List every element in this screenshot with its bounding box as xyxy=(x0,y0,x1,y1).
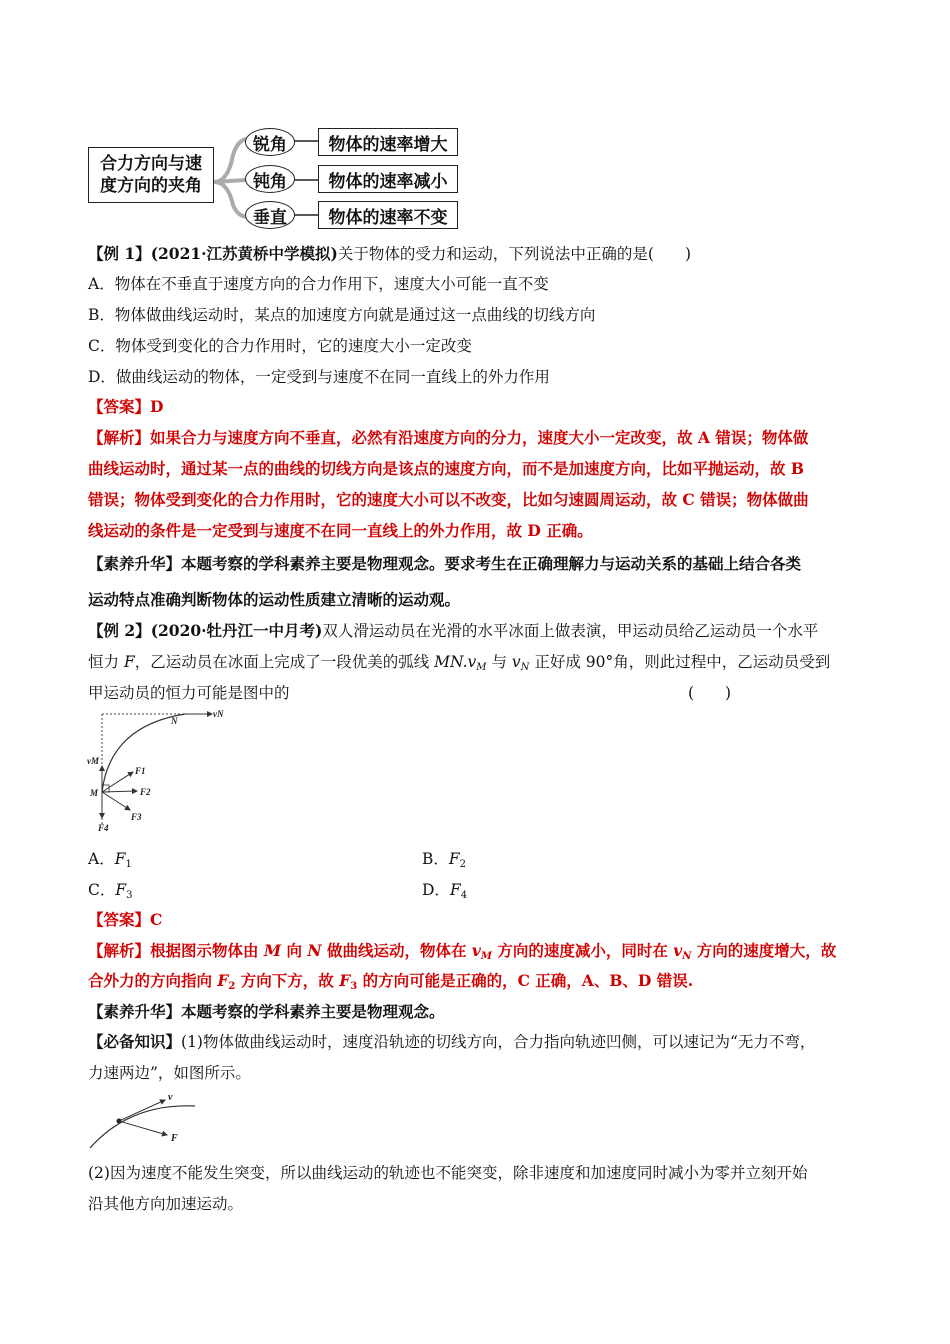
ex1-answer: 【答案】D xyxy=(88,397,164,416)
ex2-q2-v: v xyxy=(511,653,521,671)
fig-label-vM: vM xyxy=(87,756,99,766)
diagram-result-unchanged: 物体的速率不变 xyxy=(318,201,458,229)
ex2-q2-F: F xyxy=(123,653,135,671)
knowledge-line1 xyxy=(88,1031,815,1053)
fig-label-F2: F2 xyxy=(140,787,151,797)
fig-label-F4: F4 xyxy=(98,823,109,833)
ex2-a2c: 的方向可能是正确的，C 正确，A、B、D 错误. xyxy=(357,971,694,990)
ex2-option-b-letter: B． xyxy=(422,850,449,868)
ex1-analysis-line2: 曲线运动时，通过某一点的曲线的切线方向是该点的速度方向，而不是加速度方向，比如平抛运动，故 B xyxy=(88,459,805,478)
ex2-q2c: 与 xyxy=(486,653,512,671)
force-arrow xyxy=(119,1121,167,1135)
ex2-a1d: 方向的速度减小，同时在 xyxy=(491,941,674,960)
curve-path xyxy=(90,1106,195,1148)
ex2-option-d-sub: 4 xyxy=(460,890,468,901)
ex1-analysis-line1: 【解析】如果合力与速度方向不垂直，必然有沿速度方向的分力，速度大小一定改变，故 A 错误；物体做 xyxy=(88,428,809,447)
diagram-angle-obtuse: 钝角 xyxy=(245,165,295,193)
ex2-question-line1 xyxy=(88,620,818,642)
ex2-q2-M-sub: M xyxy=(476,662,487,673)
ex2-a2-F3-sub: 3 xyxy=(350,981,358,992)
ex2-option-c-sub: 3 xyxy=(126,890,133,901)
ex2-analysis-line1 xyxy=(88,940,836,968)
ex2-a2a: 合外力的方向指向 xyxy=(88,971,218,990)
velocity-arrow xyxy=(119,1100,165,1121)
ex1-option-d: D．做曲线运动的物体，一定受到与速度不在同一直线上的外力作用 xyxy=(88,368,550,386)
ex2-option-c-letter: C． xyxy=(88,881,116,899)
ex2-q2-N-sub: N xyxy=(520,662,530,673)
ex1-question xyxy=(88,243,691,265)
ex2-q2-MN: MN.v xyxy=(434,653,477,671)
ex2-a1-M: M xyxy=(263,941,282,960)
ex2-a1-v2: v xyxy=(673,941,683,960)
diagram-angle-right: 垂直 xyxy=(245,201,295,229)
ex2-q2b: ，乙运动员在冰面上完成了一段优美的弧线 xyxy=(134,653,435,671)
diagram-angle-acute: 锐角 xyxy=(245,128,295,156)
fig-label-N: N xyxy=(171,716,178,726)
knowledge-line3: (2)因为速度不能发生突变，所以曲线运动的轨迹也不能突变，除非速度和加速度同时减小为零并立刻开始 xyxy=(88,1164,808,1182)
ex2-a2-F3: F xyxy=(339,971,351,990)
ex2-option-c-sym: F xyxy=(115,881,127,899)
ex2-a1e: 方向的速度增大，故 xyxy=(691,941,837,960)
ex1-analysis-line3: 错误；物体受到变化的合力作用时，它的速度大小可以不改变，比如匀速圆周运动，故 C 错误；物体做曲 xyxy=(88,490,809,509)
ex2-option-a-letter: A． xyxy=(88,850,115,868)
ex1-option-b: B．物体做曲线运动时，某点的加速度方向就是通过这一点曲线的切线方向 xyxy=(88,306,596,324)
ex2-question-line2 xyxy=(88,651,830,679)
ex2-a2-F: F xyxy=(217,971,229,990)
ex1-option-c: C．物体受到变化的合力作用时，它的速度大小一定改变 xyxy=(88,337,472,355)
diagram-result-decrease: 物体的速率减小 xyxy=(318,165,458,193)
ex2-answer: 【答案】C xyxy=(88,910,163,929)
ex2-figure xyxy=(85,706,245,836)
ex2-a2b: 方向下方，故 xyxy=(235,971,340,990)
ex2-option-d xyxy=(422,879,467,907)
ex2-option-d-letter: D． xyxy=(422,881,450,899)
ex2-answer-blank: ( ) xyxy=(688,684,732,702)
ex2-analysis-line2 xyxy=(88,970,693,998)
ex2-tag: 【例 2】 xyxy=(88,621,151,640)
ex1-literacy-line1: 【素养升华】本题考察的学科素养主要是物理观念。要求考生在正确理解力与运动关系的基础上结合各类 xyxy=(88,554,802,573)
arrow-F3 xyxy=(102,792,130,810)
ex2-a1b: 向 xyxy=(281,941,308,960)
knowledge-p1a: (1)物体做曲线运动时，速度沿轨迹的切线方向，合力指向轨迹凹侧，可以速记为“无力不弯， xyxy=(181,1033,816,1051)
ex2-a1-N: N xyxy=(307,941,322,960)
ex2-option-b xyxy=(422,848,466,876)
ex1-literacy-line2: 运动特点准确判断物体的运动性质建立清晰的运动观。 xyxy=(88,590,461,609)
diagram-main-line2: 度方向的夹角 xyxy=(100,176,202,196)
knowledge-line4: 沿其他方向加速运动。 xyxy=(88,1195,244,1213)
ex2-option-a xyxy=(88,848,132,876)
ex2-a1-v: v xyxy=(471,941,481,960)
ex1-tag: 【例 1】 xyxy=(88,244,151,263)
ex2-option-d-sym: F xyxy=(449,881,461,899)
arrow-F1 xyxy=(102,772,133,792)
ex2-q2d: 正好成 90°角，则此过程中，乙运动员受到 xyxy=(529,653,831,671)
ex2-source: (2020·牡丹江一中月考) xyxy=(150,621,323,640)
knowledge-line2: 力速两边”，如图所示。 xyxy=(88,1064,251,1082)
diagram-main-box xyxy=(88,147,214,203)
fig-label-F3: F3 xyxy=(131,812,142,822)
ex2-option-a-sym: F xyxy=(114,850,126,868)
knowledge-tag: 【必备知识】 xyxy=(88,1032,182,1051)
ex2-a1a: 【解析】根据图示物体由 xyxy=(88,941,264,960)
knowledge-figure xyxy=(85,1088,215,1153)
ex1-analysis-line4: 线运动的条件是一定受到与速度不在同一直线上的外力作用，故 D 正确。 xyxy=(88,521,593,540)
ex2-a1c: 做曲线运动，物体在 xyxy=(321,941,472,960)
ex2-option-a-sub: 1 xyxy=(125,859,132,870)
ex1-option-a: A．物体在不垂直于速度方向的合力作用下，速度大小可能一直不变 xyxy=(88,275,549,293)
ex2-option-b-sub: 2 xyxy=(459,859,467,870)
ex1-source: (2021·江苏黄桥中学模拟) xyxy=(150,244,338,263)
ex2-literacy: 【素养升华】本题考察的学科素养主要是物理观念。 xyxy=(88,1002,445,1021)
fig-label-F1: F1 xyxy=(135,766,146,776)
fig-label-vN: vN xyxy=(213,709,224,719)
ex1-question-text: 关于物体的受力和运动，下列说法中正确的是( ) xyxy=(337,245,692,263)
diagram-main-line1: 合力方向与速 xyxy=(100,154,202,174)
fig2-label-F: F xyxy=(171,1133,178,1144)
ex2-q1: 双人滑运动员在光滑的水平冰面上做表演，甲运动员给乙运动员一个水平 xyxy=(322,622,819,640)
fig-label-M: M xyxy=(90,788,99,798)
ex2-q2a: 恒力 xyxy=(88,653,124,671)
diagram-result-increase: 物体的速率增大 xyxy=(318,128,458,156)
ex2-a1-v-sub: M xyxy=(480,951,492,962)
ex2-option-c xyxy=(88,879,133,907)
ex2-option-b-sym: F xyxy=(448,850,460,868)
ex2-a2-F-sub: 2 xyxy=(228,981,236,992)
fig2-label-v: v xyxy=(168,1092,173,1103)
ex2-a1-v2-sub: N xyxy=(682,951,692,962)
ex2-question-line3: 甲运动员的恒力可能是图中的 xyxy=(88,684,290,702)
